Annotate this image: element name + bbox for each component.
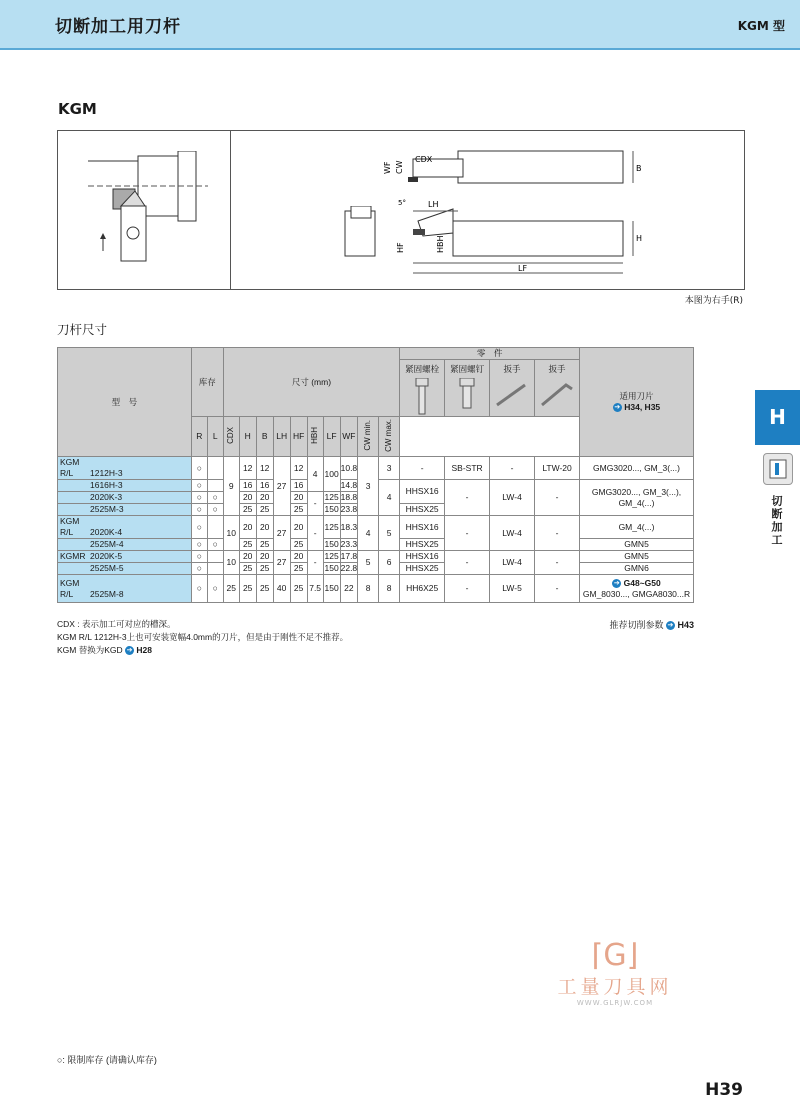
header-clamp-bolt [400, 360, 445, 417]
table-row: 2525M-5 ○ 25 25 25 150 22.8 HHSX25 GMN6 [58, 563, 694, 575]
header-col-l: L [207, 417, 223, 457]
hex-key-icon [538, 379, 576, 409]
section-title: KGM [58, 100, 97, 118]
side-category-label: 切断加工 [770, 495, 783, 547]
header-stock: 库存 [191, 348, 223, 417]
header-col-h: H [239, 417, 256, 457]
svg-text:HBH: HBH [436, 235, 445, 253]
inserts-label: 适用刀片 [619, 391, 654, 401]
wrench1-label: 扳手 [503, 364, 521, 374]
arrow-icon: ➔ [126, 647, 133, 655]
header-col-wf: WF [340, 417, 358, 457]
header-col-b: B [256, 417, 273, 457]
svg-text:LH: LH [428, 200, 439, 209]
header-model: 型 号 [58, 348, 192, 457]
header-col-hf: HF [290, 417, 307, 457]
header-inserts [580, 348, 694, 457]
clamp-screw-label: 紧固螺钉 [450, 364, 485, 374]
table-row: 2525M-4 ○ ○ 25 25 25 150 23.3 HHSX25 GMN5 [58, 539, 694, 551]
inserts-ref: H34, H35 [624, 402, 661, 412]
toolholder-spec-table [57, 347, 694, 603]
page-number: H39 [705, 1080, 743, 1100]
note-cdx: CDX : 表示加工可对应的槽深。 [57, 619, 176, 629]
diagram-divider [230, 131, 231, 289]
wrench-icon [493, 379, 531, 409]
table-row: KGMR 2020K-5 ○ 10 20 20 27 20 - 125 17.8 5 6 HHSX16 - LW-4 - GMN5 [58, 551, 694, 563]
table-row: 2525M-3 ○ ○ 25 25 25 150 23.8 HHSX25 [58, 504, 694, 516]
toolholder-end-view [343, 206, 383, 261]
cutoff-tool-icon [763, 453, 793, 485]
note-replacement: KGM 替换为KGD ➔ H28 [57, 645, 152, 655]
note-1212h: KGM R/L 1212H-3上也可安装宽幅4.0mm的刀片，但是由于刚性不足不推荐。 [57, 632, 349, 642]
side-tab-h[interactable]: H [755, 390, 800, 445]
header-col-lh: LH [273, 417, 290, 457]
clamp-bolt-label: 紧固螺栓 [405, 364, 440, 374]
arrow-icon: ➔ [613, 579, 620, 587]
svg-text:H: H [636, 234, 643, 243]
screw-icon [457, 378, 477, 416]
svg-text:CW: CW [395, 160, 404, 174]
table-row: 1616H-3 ○ 16 16 16 14.8 4 HHSX16 - LW-4 - GMG3020..., GM_3(...), GM_4(...) [58, 480, 694, 492]
svg-text:5°: 5° [398, 199, 406, 207]
table-row: 2020K-3 ○ ○ 20 20 20 - 125 18.8 [58, 492, 694, 504]
header-wrench-2 [535, 360, 580, 417]
arrow-icon: ➔ [614, 404, 621, 412]
watermark-logo-icon: ⌈G⌋ [591, 938, 639, 973]
header-col-r: R [191, 417, 207, 457]
product-type-label: KGM 型 [737, 19, 785, 33]
header-col-cdx: CDX [223, 417, 239, 457]
tool-diagram [57, 130, 745, 290]
table-row: KGM R/L 1212H-3 ○ 9 12 12 27 12 4 100 10.8 3 3 - SB-STR - LTW-20 GMG3020..., GM_3(...) [58, 457, 694, 480]
svg-text:HF: HF [396, 242, 405, 253]
page-header [0, 0, 800, 50]
note-ref-link[interactable]: H28 [136, 645, 152, 655]
svg-text:CDX: CDX [415, 155, 433, 164]
header-col-cwmax: CW max. [379, 417, 400, 457]
svg-text:WF: WF [383, 161, 392, 174]
header-col-lf: LF [323, 417, 340, 457]
header-wrench-1 [490, 360, 535, 417]
header-clamp-screw [445, 360, 490, 417]
arrow-icon: ➔ [667, 622, 674, 630]
header-parts: 零 件 [400, 348, 580, 360]
recommend-cutting-params[interactable]: 推荐切削参数 ➔ H43 [609, 620, 694, 630]
right-hand-note: 本图为右手(R) [684, 296, 743, 306]
bolt-icon [412, 378, 432, 416]
table-row: KGM R/L 2525M-8 ○ ○ 25 25 25 40 25 7.5 150 22 8 8 HH6X25 - LW-5 - ➔ G48~G50 GM_8030..., GMGA8030...R [58, 575, 694, 603]
subsection-title: 刀杆尺寸 [57, 322, 108, 337]
table-row: KGM R/L 2020K-4 ○ 10 20 20 27 20 - 125 18.3 4 5 HHSX16 - LW-4 - GM_4(...) [58, 516, 694, 539]
wrench2-label: 扳手 [548, 364, 566, 374]
watermark: ⌈G⌋ 工量刀具网 WWW.GLRJW.COM [540, 940, 690, 1007]
stock-footnote: ○: 限制库存 (请确认库存) [57, 1055, 157, 1065]
svg-text:LF: LF [518, 264, 528, 273]
header-col-hbh: HBH [307, 417, 323, 457]
header-dims: 尺寸 (mm) [223, 348, 399, 417]
svg-text:B: B [636, 164, 642, 173]
page-title: 切断加工用刀杆 [55, 17, 181, 37]
header-col-cwmin: CW min. [358, 417, 379, 457]
machining-sketch [83, 151, 213, 281]
table-notes [57, 618, 348, 657]
